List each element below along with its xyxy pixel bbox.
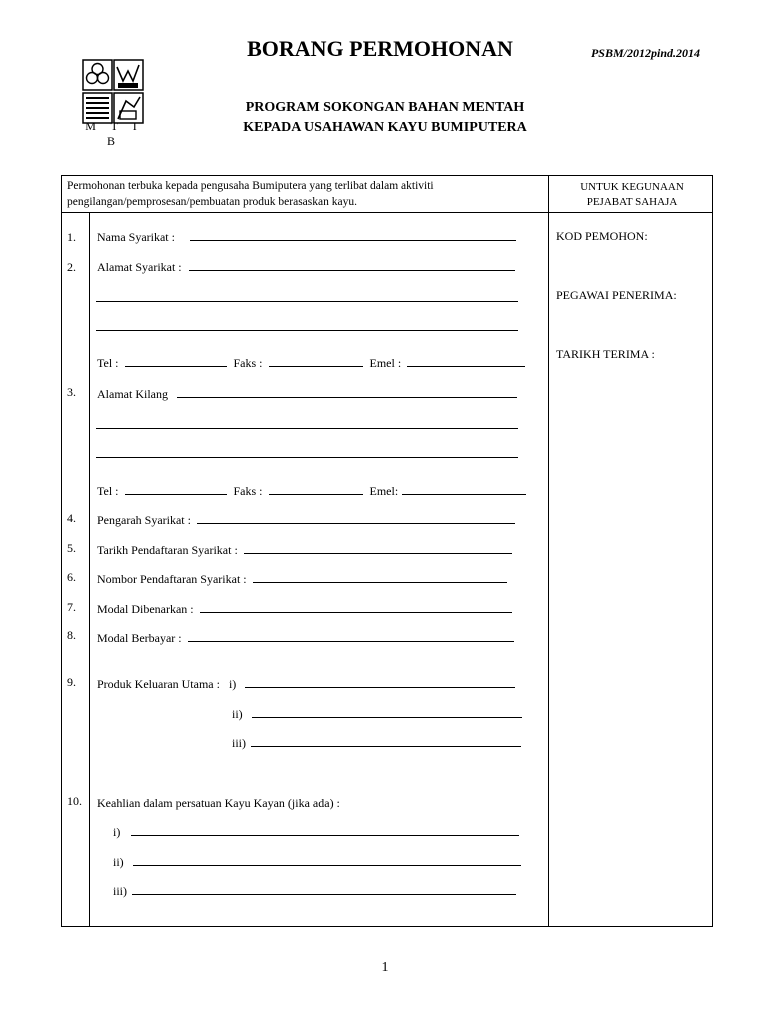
- syarikat-contact-row: [97, 356, 525, 371]
- modal-dibenarkan-field: [97, 602, 512, 617]
- header-row-divider: [62, 212, 712, 213]
- alamat-syarikat-line-2[interactable]: [96, 301, 518, 302]
- item-number-7: 7.: [67, 600, 76, 614]
- modal-berbayar-field: [97, 631, 514, 646]
- subtitle-line-2: KEPADA USAHAWAN KAYU BUMIPUTERA: [243, 120, 527, 135]
- tarikh-terima-label: TARIKH TERIMA :: [556, 347, 655, 361]
- nombor-pendaftaran-input[interactable]: [253, 572, 507, 583]
- keahlian-row-1: [113, 825, 519, 840]
- modal-berbayar-input[interactable]: [188, 631, 514, 642]
- office-use-heading: [552, 180, 712, 210]
- office-head-line-1: UNTUK KEGUNAAN: [580, 181, 684, 193]
- produk-input-2[interactable]: [252, 707, 522, 718]
- tarikh-pendaftaran-input[interactable]: [244, 543, 512, 554]
- keahlian-row-2: [113, 855, 521, 870]
- item-number-4: 4.: [67, 511, 76, 525]
- alamat-syarikat-input[interactable]: [189, 260, 515, 271]
- item-number-1: 1.: [67, 230, 76, 244]
- kilang-emel-label: Emel:: [369, 484, 399, 498]
- kilang-contact-row: [97, 484, 526, 499]
- produk-input-3[interactable]: [251, 736, 521, 747]
- office-head-line-2: PEJABAT SAHAJA: [586, 196, 678, 208]
- alamat-kilang-input[interactable]: [177, 387, 517, 398]
- produk-row-3: [232, 736, 521, 751]
- produk-input-1[interactable]: [245, 677, 515, 688]
- modal-dibenarkan-input[interactable]: [200, 602, 512, 613]
- keahlian-input-1[interactable]: [131, 825, 519, 836]
- item-number-3: 3.: [67, 385, 76, 399]
- alamat-syarikat-line-3[interactable]: [96, 330, 518, 331]
- kilang-faks-label: Faks :: [233, 484, 263, 498]
- nama-syarikat-input[interactable]: [190, 230, 516, 241]
- number-column-divider: [89, 212, 90, 926]
- keahlian-label: Keahlian dalam persatuan Kayu Kayan (jika ada) :: [97, 796, 340, 810]
- alamat-kilang-field: [97, 387, 517, 402]
- item-number-10: 10.: [67, 794, 82, 808]
- keahlian-input-3[interactable]: [132, 884, 516, 895]
- emel-label: Emel :: [369, 356, 402, 370]
- kilang-tel-input[interactable]: [125, 484, 227, 495]
- pengarah-label: Pengarah Syarikat :: [97, 513, 191, 527]
- faks-input[interactable]: [269, 356, 363, 367]
- kilang-tel-label: Tel :: [97, 484, 119, 498]
- tarikh-pendaftaran-label: Tarikh Pendaftaran Syarikat :: [97, 543, 238, 557]
- pengarah-input[interactable]: [197, 513, 515, 524]
- intro-line-2: pengilangan/pemprosesan/pembuatan produk berasaskan kayu.: [67, 196, 357, 208]
- modal-berbayar-label: Modal Berbayar :: [97, 631, 182, 645]
- keahlian-input-2[interactable]: [133, 855, 521, 866]
- tarikh-pendaftaran-field: [97, 543, 512, 558]
- keahlian-roman-ii: ii): [113, 855, 124, 869]
- keahlian-row-3: [113, 884, 516, 899]
- alamat-syarikat-field: [97, 260, 515, 275]
- produk-row-2: [232, 707, 522, 722]
- item-number-8: 8.: [67, 628, 76, 642]
- tel-input[interactable]: [125, 356, 227, 367]
- intro-line-1: Permohonan terbuka kepada pengusaha Bumiputera yang terlibat dalam aktiviti: [67, 180, 434, 192]
- logo-caption: M T I B: [85, 119, 143, 148]
- produk-keluaran-label: Produk Keluaran Utama :: [97, 677, 220, 691]
- item-number-6: 6.: [67, 570, 76, 584]
- produk-roman-iii: iii): [232, 736, 246, 750]
- pegawai-penerima-label: PEGAWAI PENERIMA:: [556, 288, 677, 302]
- alamat-syarikat-label: Alamat Syarikat :: [97, 260, 182, 274]
- form-title: BORANG PERMOHONAN: [247, 36, 513, 61]
- subtitle-line-1: PROGRAM SOKONGAN BAHAN MENTAH: [245, 100, 525, 115]
- kod-pemohon-label: KOD PEMOHON:: [556, 229, 648, 243]
- alamat-kilang-line-3[interactable]: [96, 457, 518, 458]
- modal-dibenarkan-label: Modal Dibenarkan :: [97, 602, 194, 616]
- kilang-emel-input[interactable]: [402, 484, 526, 495]
- produk-roman-i: i): [228, 677, 237, 691]
- kilang-faks-input[interactable]: [269, 484, 363, 495]
- form-subtitle: [200, 98, 570, 138]
- intro-text: [67, 178, 537, 210]
- nama-syarikat-field: [97, 230, 516, 245]
- emel-input[interactable]: [407, 356, 525, 367]
- alamat-kilang-line-2[interactable]: [96, 428, 518, 429]
- produk-roman-ii: ii): [232, 707, 243, 721]
- form-code: PSBM/2012pind.2014: [590, 46, 700, 60]
- pengarah-field: [97, 513, 515, 528]
- alamat-kilang-label: Alamat Kilang: [97, 387, 168, 401]
- nama-syarikat-label: Nama Syarikat :: [97, 230, 175, 244]
- nombor-pendaftaran-label: Nombor Pendaftaran Syarikat :: [97, 572, 247, 586]
- item-number-9: 9.: [67, 675, 76, 689]
- page-number: 1: [381, 960, 389, 975]
- item-number-5: 5.: [67, 541, 76, 555]
- keahlian-roman-i: i): [113, 825, 121, 839]
- tel-label: Tel :: [97, 356, 119, 370]
- keahlian-roman-iii: iii): [113, 884, 127, 898]
- nombor-pendaftaran-field: [97, 572, 507, 587]
- produk-keluaran-field: [97, 677, 515, 692]
- office-column-divider: [548, 176, 549, 926]
- faks-label: Faks :: [233, 356, 263, 370]
- item-number-2: 2.: [67, 260, 76, 274]
